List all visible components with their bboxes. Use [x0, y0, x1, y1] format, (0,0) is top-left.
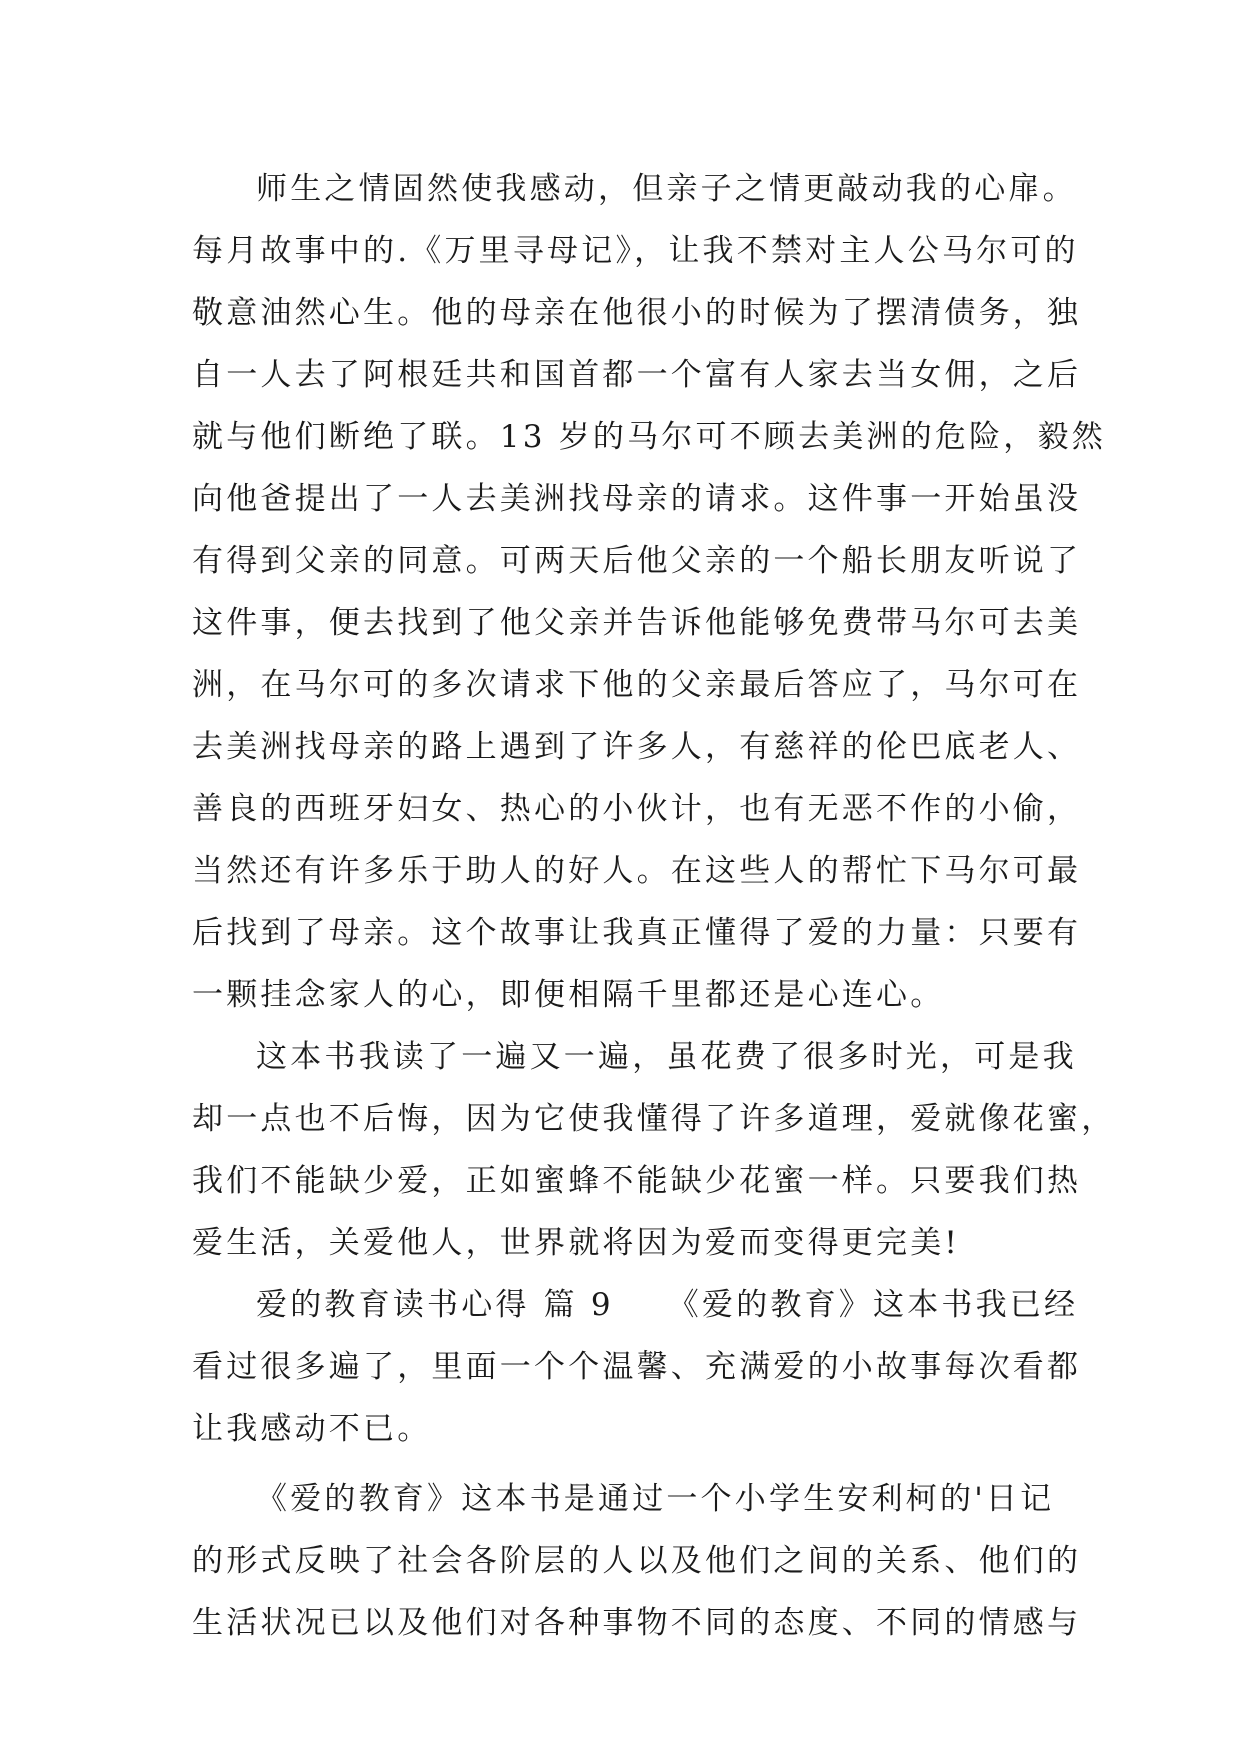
- text-line: 洲，在马尔可的多次请求下他的父亲最后答应了，马尔可在: [192, 667, 1082, 703]
- text-line: 每月故事中的.《万里寻母记》，让我不禁对主人公马尔可的: [192, 233, 1079, 269]
- text-line: 爱生活，关爱他人，世界就将因为爱而变得更完美!: [192, 1225, 961, 1261]
- text-line: 向他爸提出了一人去美洲找母亲的请求。这件事一开始虽没: [192, 481, 1082, 517]
- section-heading-line: [192, 1274, 1079, 1336]
- text-line: 这件事，便去找到了他父亲并告诉他能够免费带马尔可去美: [192, 605, 1082, 641]
- text-segment: 《爱的教育》这本书我已经: [667, 1287, 1079, 1323]
- text-line: 当然还有许多乐于助人的好人。在这些人的帮忙下马尔可最: [192, 853, 1082, 889]
- document-page: [192, 158, 1116, 1654]
- text-line: 敬意油然心生。他的母亲在他很小的时候为了摆清债务，独: [192, 295, 1082, 331]
- text-line: 就与他们断绝了联。13 岁的马尔可不顾去美洲的危险，毅然: [192, 419, 1106, 455]
- text-line: 看过很多遍了，里面一个个温馨、充满爱的小故事每次看都: [192, 1349, 1082, 1385]
- text-line: 去美洲找母亲的路上遇到了许多人，有慈祥的伦巴底老人、: [192, 729, 1082, 765]
- paragraph-1: [192, 158, 1106, 1026]
- paragraph-4: [192, 1468, 1082, 1654]
- paragraph-3: [192, 1274, 1082, 1460]
- text-line: 这本书我读了一遍又一遍，虽花费了很多时光，可是我: [256, 1039, 1077, 1075]
- text-line: 自一人去了阿根廷共和国首都一个富有人家去当女佣，之后: [192, 357, 1082, 393]
- text-line: 我们不能缺少爱，正如蜜蜂不能缺少花蜜一样。只要我们热: [192, 1163, 1082, 1199]
- text-line: 后找到了母亲。这个故事让我真正懂得了爱的力量：只要有: [192, 915, 1082, 951]
- text-line: 的形式反映了社会各阶层的人以及他们之间的关系、他们的: [192, 1543, 1082, 1579]
- text-line: 师生之情固然使我感动，但亲子之情更敲动我的心扉。: [256, 171, 1077, 207]
- paragraph-2: [192, 1026, 1116, 1274]
- text-line: 让我感动不已。: [192, 1411, 432, 1447]
- text-line: 一颗挂念家人的心，即便相隔千里都还是心连心。: [192, 977, 945, 1013]
- text-line: 善良的西班牙妇女、热心的小伙计，也有无恶不作的小偷，: [192, 791, 1082, 827]
- text-line: 《爱的教育》这本书是通过一个小学生安利柯的'日记: [256, 1481, 1055, 1517]
- section-heading: 爱的教育读书心得: [256, 1287, 530, 1323]
- section-number: 篇 9: [543, 1287, 614, 1323]
- text-line: 生活状况已以及他们对各种事物不同的态度、不同的情感与: [192, 1605, 1082, 1641]
- text-line: 却一点也不后悔，因为它使我懂得了许多道理，爱就像花蜜，: [192, 1101, 1116, 1137]
- text-line: 有得到父亲的同意。可两天后他父亲的一个船长朋友听说了: [192, 543, 1082, 579]
